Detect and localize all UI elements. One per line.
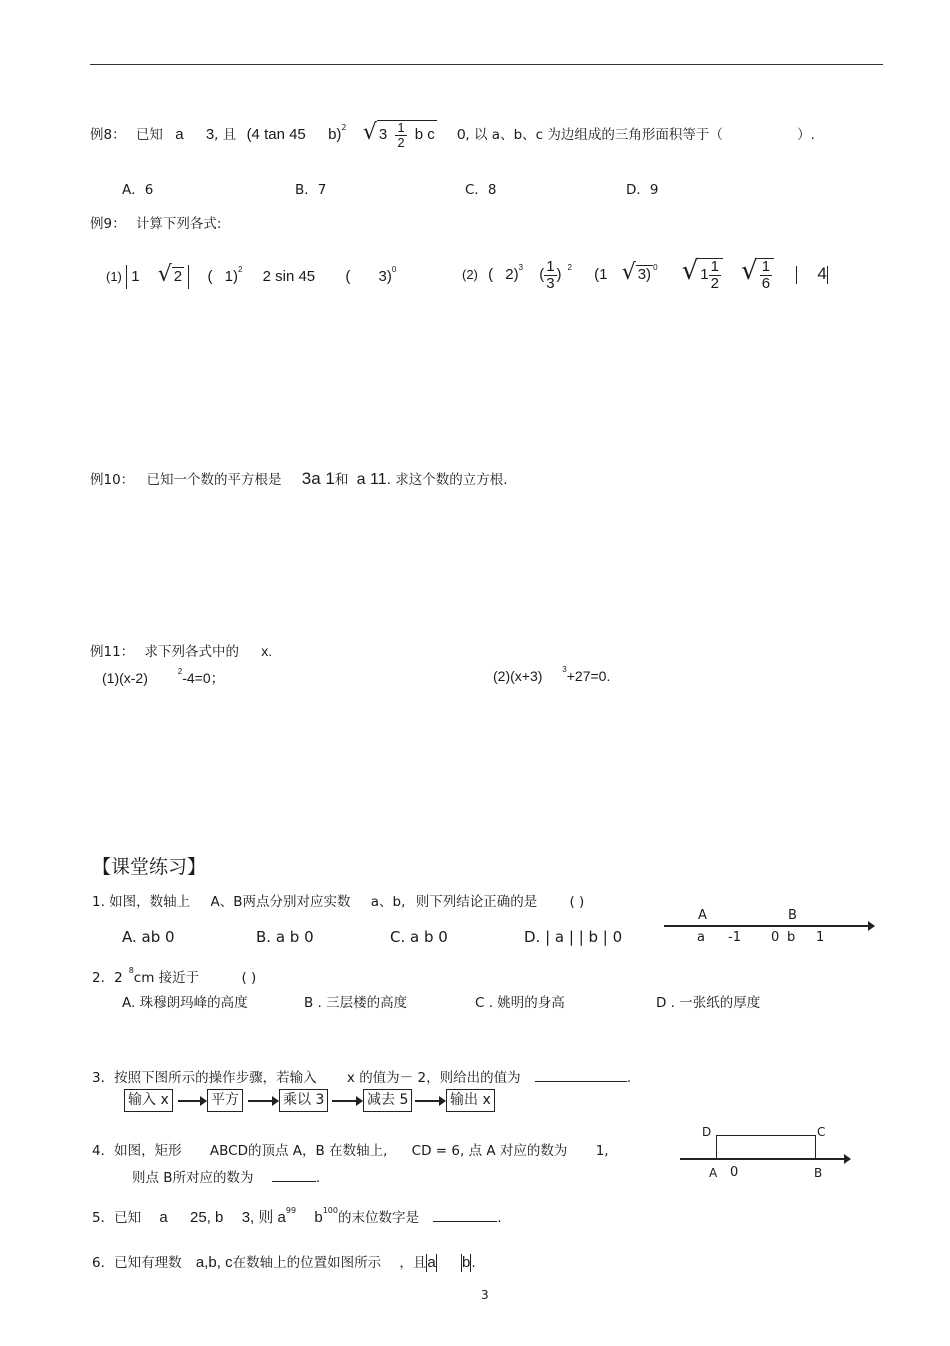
math-expr: +27=0. [566, 668, 611, 684]
ex11-part1 [102, 668, 225, 688]
vertex-label-b: B [814, 1166, 823, 1180]
numerator: 1 [397, 120, 405, 135]
fraction [760, 259, 772, 292]
text: 两点分别对应实数 [242, 894, 351, 910]
q2-option-c: C . 姚明的身高 [475, 995, 565, 1011]
exponent: 8 [128, 966, 134, 975]
section-title: 【课堂练习】 [92, 856, 207, 878]
answer-paren: ( ) [569, 894, 585, 910]
option-d: D．9 [626, 182, 659, 198]
text: . [471, 1255, 476, 1271]
exponent: 0 [653, 263, 658, 272]
numerator: 1 [546, 257, 555, 275]
text: ）. [797, 127, 815, 144]
tick-label: 0 [771, 930, 780, 945]
exponent: 2 [177, 667, 183, 676]
sqrt-icon: √ [362, 120, 377, 146]
math-bc: b c [414, 126, 435, 144]
page-number: 3 [481, 1288, 489, 1302]
text: 6．已知有理数 [92, 1255, 182, 1271]
math-paren: (1 [594, 266, 608, 283]
math-3: 3 [205, 126, 215, 144]
sqrt-icon: √ [157, 262, 172, 287]
text: 的末位数字是 [338, 1210, 419, 1226]
exponent: 0 [391, 265, 397, 274]
header-rule [90, 64, 883, 65]
flow-arrow [248, 1100, 278, 1102]
answer-paren: ( ) [241, 970, 257, 986]
text: ABCD [209, 1143, 248, 1159]
math-neg2: 2) [505, 266, 519, 283]
math-1: 1 [700, 266, 709, 283]
vertex-label-c: C [817, 1125, 826, 1139]
question-1 [92, 890, 584, 910]
part-label: (1) [106, 269, 122, 284]
example-8-line [90, 120, 815, 149]
example-label: 例10： [90, 472, 135, 488]
tick-label: 0 [730, 1165, 739, 1180]
text: 的顶点 A，B 在数轴上, [247, 1143, 388, 1159]
sqrt-body: 2 [173, 268, 183, 285]
denominator: 2 [397, 134, 405, 150]
axis-arrow [664, 925, 874, 927]
text: 4．如图，矩形 [92, 1143, 182, 1159]
point-label-b: B [788, 908, 797, 923]
text: ，且 [399, 1255, 427, 1271]
math-b: b [314, 1209, 323, 1226]
abs-bar [126, 265, 127, 289]
answer-blank[interactable] [272, 1181, 316, 1182]
math-tan: (4 tan 45 [246, 126, 306, 144]
question-2 [92, 966, 256, 986]
flow-step-square: 平方 [207, 1089, 243, 1112]
math-0: 0 [457, 126, 466, 144]
math-paren: ( [207, 268, 213, 285]
question-6 [92, 1251, 476, 1272]
exponent: 100 [322, 1206, 338, 1215]
q1-option-b: B. a b 0 [256, 928, 314, 946]
text: , 且 [214, 127, 237, 144]
text: 1, [595, 1143, 609, 1159]
abs-bar [188, 265, 189, 289]
text: 求下列各式中的 [144, 644, 239, 660]
q2-option-d: D . 一张纸的厚度 [656, 995, 761, 1011]
text: 5．已知 [92, 1210, 142, 1226]
math-b: b [462, 1254, 471, 1271]
math-expr: 3a 1 [301, 469, 335, 488]
sqrt-icon: √ [741, 256, 758, 286]
text: 在数轴上的位置如图所示 [232, 1255, 382, 1271]
abs-bar [436, 1254, 437, 1272]
q1-option-c: C. a b 0 [390, 928, 448, 946]
flow-arrow [332, 1100, 362, 1102]
math-x: x. [261, 643, 273, 659]
part-label: (2) [462, 267, 478, 282]
example-label: 例9： [90, 216, 126, 232]
text: . 求这个数的立方根. [386, 472, 508, 488]
text: cm 接近于 [133, 970, 200, 986]
math-paren: ( [345, 268, 351, 285]
text: x [346, 1070, 355, 1086]
example-11-line [90, 640, 272, 660]
text: a、b, [370, 894, 406, 910]
text: 则下列结论正确的是 [415, 894, 538, 910]
text: 1. 如图，数轴上 [92, 894, 191, 910]
text: A、B [210, 894, 243, 910]
ex11-part2 [493, 665, 611, 684]
exponent: 2 [341, 123, 347, 133]
example-label: 例11： [90, 644, 135, 660]
math-expr: 3, 则 a [241, 1209, 286, 1226]
text: 则点 B所对应的数为 [132, 1170, 254, 1186]
flow-step-subtract: 减去 5 [363, 1089, 412, 1112]
vertex-label-a: A [709, 1166, 718, 1180]
numerator: 1 [761, 257, 771, 275]
exponent: 2 [567, 263, 572, 272]
flow-arrow [178, 1100, 206, 1102]
rectangle-abcd [716, 1135, 816, 1159]
fraction [709, 259, 721, 292]
numerator: 1 [710, 257, 719, 275]
sqrt-body [698, 258, 723, 292]
math-neg1: 1) [224, 268, 238, 285]
text: 的值为－ 2，则给出的值为 [359, 1070, 521, 1086]
ex9-part1 [106, 262, 396, 289]
flow-step-multiply: 乘以 3 [279, 1089, 328, 1112]
text: . [497, 1210, 502, 1226]
example-10-line [90, 468, 508, 489]
flow-step-input: 输入 x [124, 1089, 173, 1112]
math-4: 4 [817, 264, 827, 283]
option-b: B．7 [295, 182, 327, 198]
ex9-part2: (2) ( 2)$^3$ ( $\frac{1}{3}$ ) $^2$ (1 √ 3) $^0$ √ 1 $\frac{1}{2}$ √ $\frac{1}{6}$ 4 [462, 256, 827, 292]
exponent: 2 [237, 265, 243, 274]
text: 点 A 对应的数为 [468, 1143, 568, 1159]
math-3: 3) [378, 268, 392, 285]
abs-bar [796, 266, 797, 284]
math-expr: a,b, c [195, 1254, 233, 1271]
option-a: A．6 [122, 182, 154, 198]
math-expr: (1)(x-2) [102, 670, 148, 686]
axis-arrow [680, 1158, 850, 1160]
text: CD = 6, [411, 1143, 465, 1159]
math-b: b) [328, 126, 342, 144]
math-sin: 2 sin 45 [262, 268, 316, 285]
question-3 [92, 1066, 631, 1086]
exponent: 99 [285, 1206, 297, 1215]
sqrt-icon: √ [621, 260, 636, 285]
text: , 以 a、b、c 为边组成的三角形面积等于（ [465, 127, 723, 144]
tick-label: a [697, 930, 705, 945]
exponent: 3 [518, 263, 524, 272]
math-a: a [159, 1209, 168, 1226]
sqrt-icon: √ [681, 256, 699, 286]
denominator: 2 [710, 274, 719, 292]
question-4-line2 [132, 1166, 320, 1186]
q1-option-d: D. | a | | b | 0 [524, 928, 623, 946]
exponent: 3 [562, 665, 567, 674]
tick-label: 1 [816, 930, 825, 945]
text: 已知一个数的平方根是 [146, 472, 282, 488]
denominator: 3 [546, 274, 555, 292]
answer-blank[interactable] [433, 1221, 497, 1222]
example-label: 例8： [90, 127, 126, 144]
fraction [395, 121, 406, 149]
math-a: a [427, 1254, 436, 1271]
math-paren: ( [488, 266, 494, 283]
question-5 [92, 1206, 502, 1227]
option-c: C．8 [465, 182, 497, 198]
math-expr: a 11 [356, 471, 387, 488]
text: 和 [334, 472, 349, 488]
flow-arrow [415, 1100, 445, 1102]
tick-label: b [787, 930, 796, 945]
text: . [626, 1070, 632, 1086]
text: . [315, 1170, 321, 1186]
text: 已知 [135, 127, 163, 144]
q2-option-a: A. 珠穆朗玛峰的高度 [122, 995, 248, 1011]
q1-option-a: A. ab 0 [122, 928, 175, 946]
math-3: 3 [378, 126, 388, 144]
vertex-label-d: D [702, 1125, 712, 1139]
sqrt-body: 3) [637, 266, 652, 283]
abs-bar [827, 266, 828, 284]
text: 计算下列各式: [135, 216, 222, 232]
math-a: a [175, 126, 184, 144]
sqrt-body [758, 258, 774, 292]
math-expr: (2)(x+3) [493, 668, 543, 684]
answer-blank[interactable] [535, 1081, 627, 1082]
math-1: 1 [131, 268, 140, 285]
question-4 [92, 1139, 609, 1159]
flow-step-output: 输出 x [446, 1089, 495, 1112]
example-9-line [90, 212, 221, 232]
denominator: 6 [761, 274, 771, 292]
math-expr: 25, b [190, 1209, 224, 1226]
fraction [544, 259, 556, 292]
text: 2．2 [92, 970, 123, 986]
text: 3．按照下图所示的操作步骤，若输入 [92, 1070, 317, 1086]
q2-option-b: B . 三层楼的高度 [304, 995, 408, 1011]
math-expr: -4=0； [182, 670, 225, 686]
point-label-a: A [698, 908, 707, 923]
sqrt-body [377, 120, 437, 149]
tick-label: -1 [728, 930, 741, 945]
